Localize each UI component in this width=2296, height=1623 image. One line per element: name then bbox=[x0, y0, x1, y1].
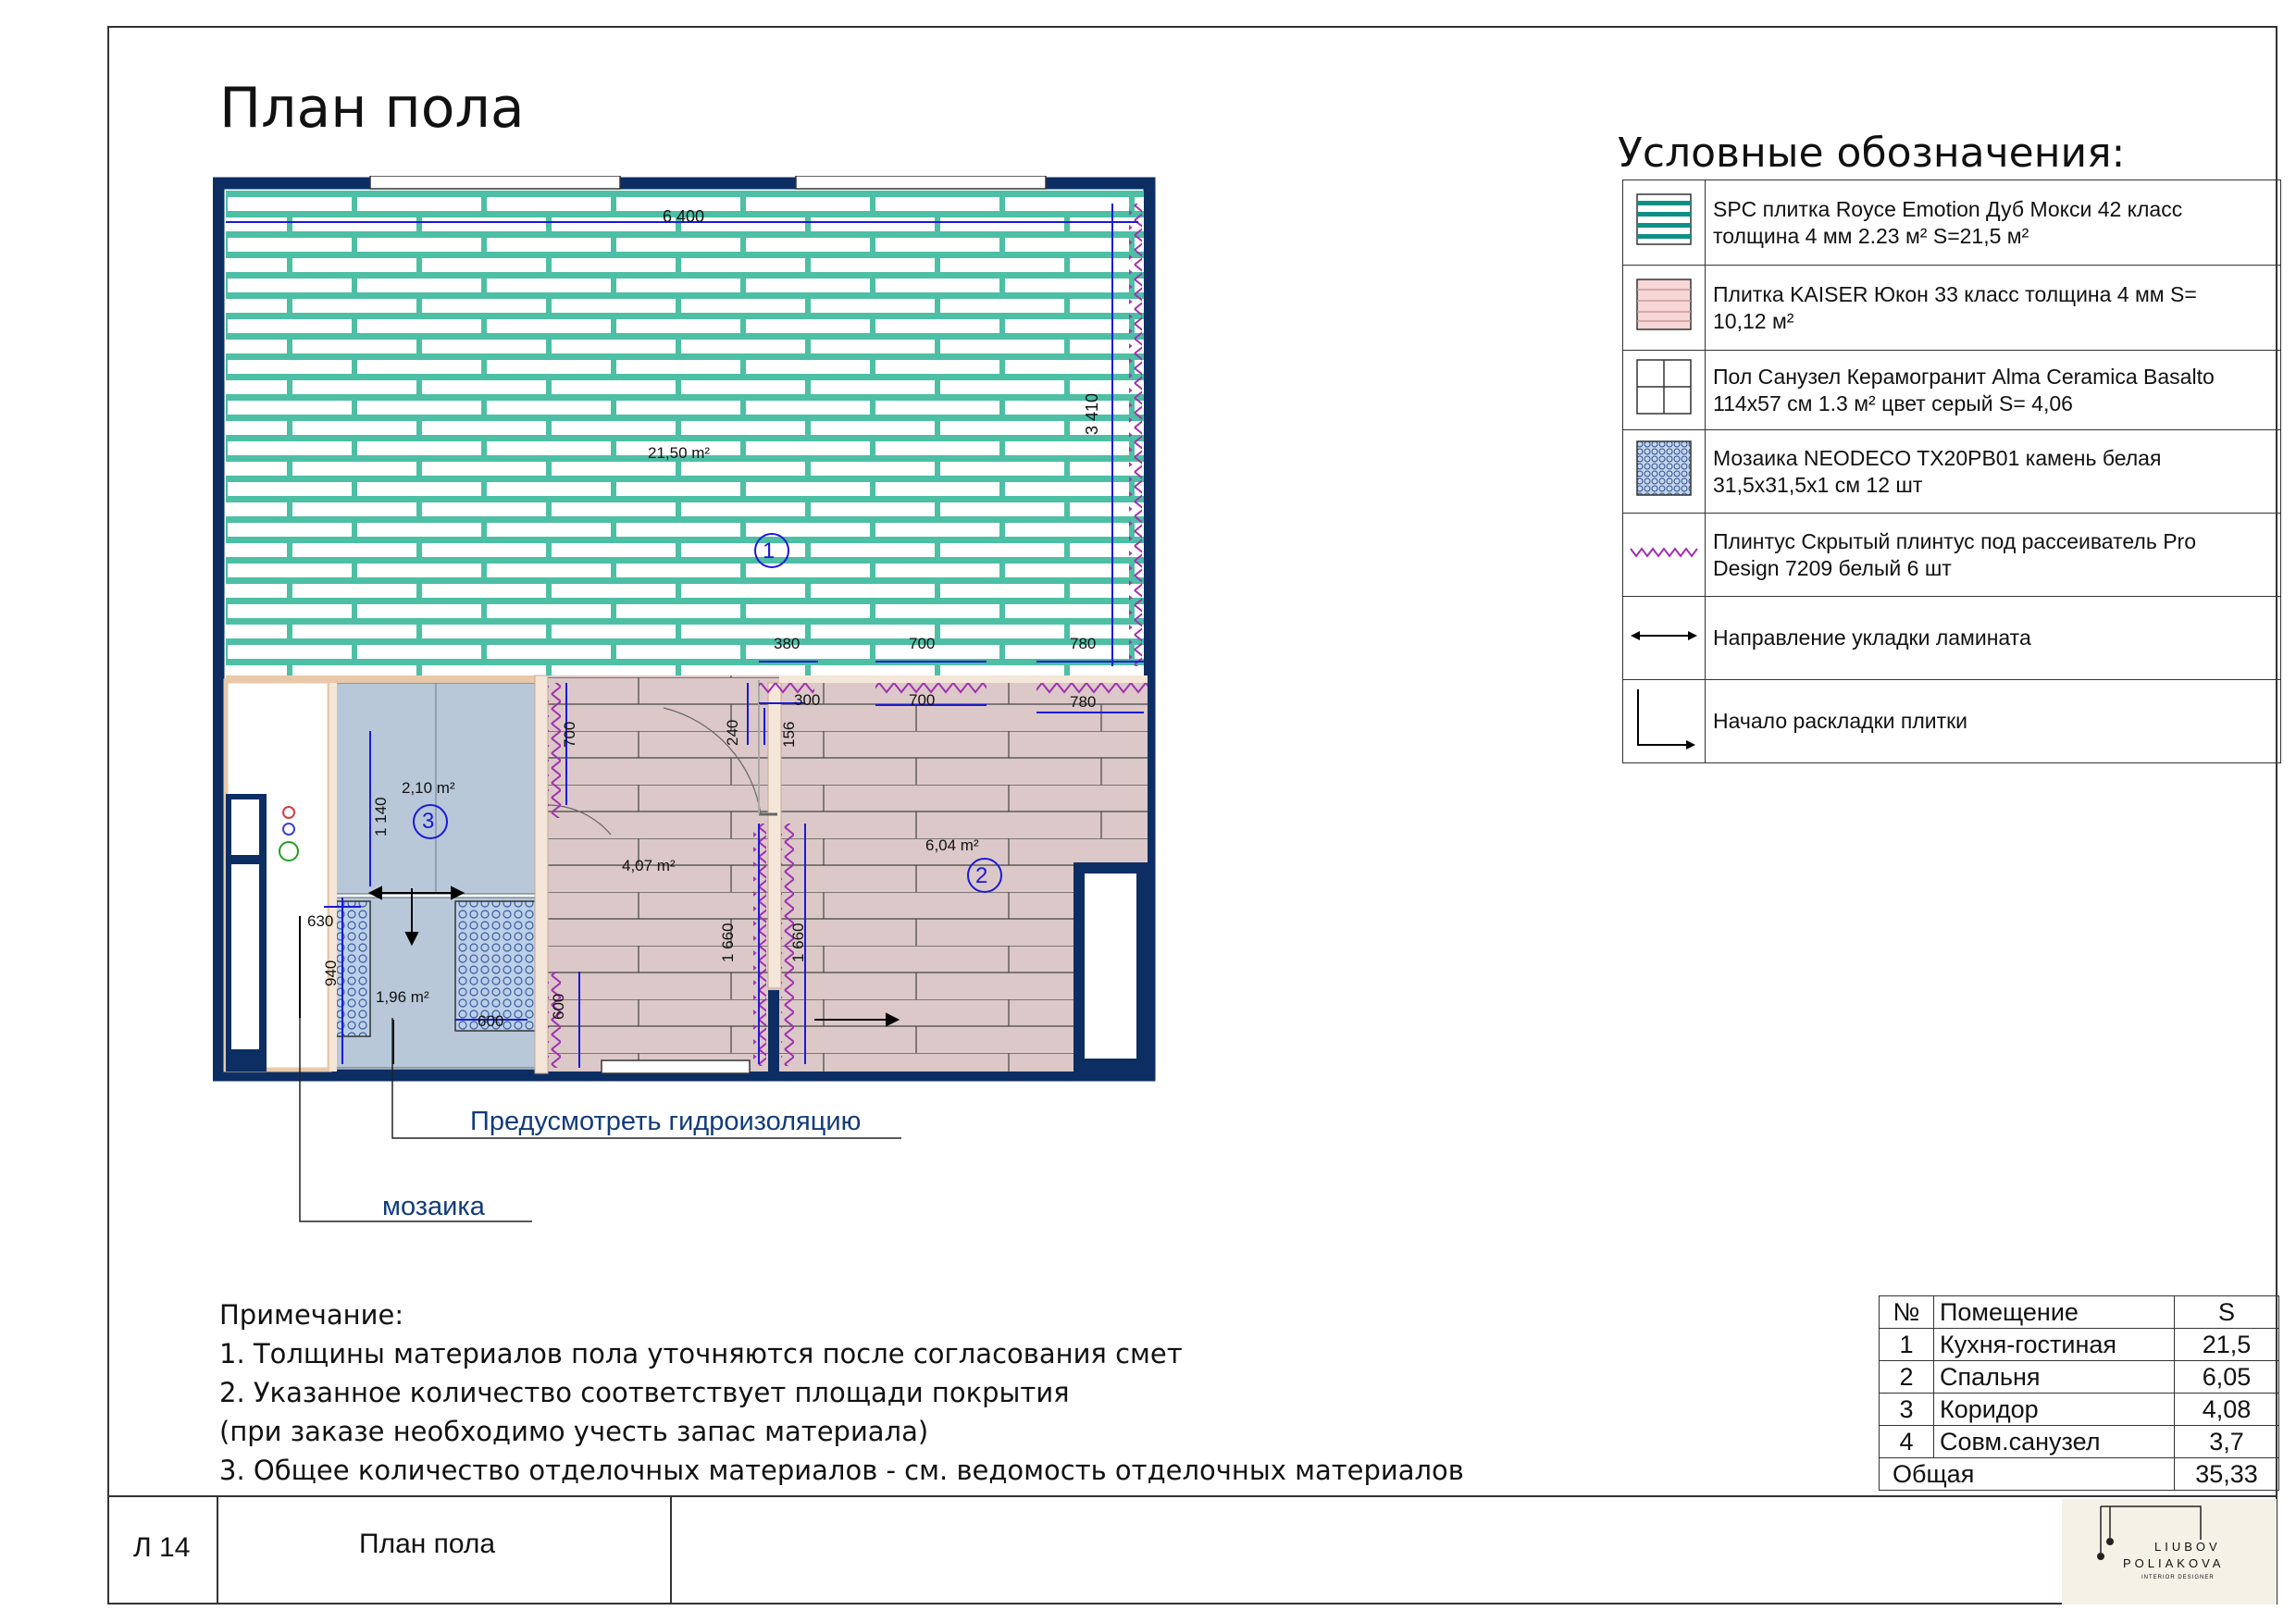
table-row bbox=[1880, 1394, 2279, 1426]
dim-1660-left: 1 660 bbox=[719, 923, 737, 962]
table-cell: 4 bbox=[1880, 1426, 1934, 1458]
table-row bbox=[1880, 1329, 2279, 1361]
dim-940: 940 bbox=[322, 960, 340, 986]
notes-line: 3. Общее количество отделочных материалов - см. ведомость отделочных материалов bbox=[219, 1455, 1464, 1486]
legend-text: Плитка KAISER Юкон 33 класс толщина 4 мм S= bbox=[1713, 281, 2197, 306]
legend-text: SPC плитка Royce Emotion Дуб Мокси 42 класс bbox=[1713, 196, 2183, 221]
header-cell: Помещение bbox=[1934, 1296, 2175, 1329]
direction-arrow-symbol bbox=[1629, 626, 1699, 645]
legend-table bbox=[1622, 180, 2281, 763]
dim-total-height: 3 410 bbox=[1083, 392, 1101, 435]
area-bedroom: 6,04 m² bbox=[925, 836, 979, 854]
rooms-table bbox=[1879, 1295, 2279, 1491]
sheet-name: План пола bbox=[359, 1529, 496, 1559]
baseboard-right bbox=[1129, 204, 1142, 666]
table-row bbox=[1880, 1426, 2279, 1458]
dim-240: 240 bbox=[724, 719, 741, 746]
table-cell: 21,5 bbox=[2175, 1329, 2279, 1361]
dim-1660-right: 1 660 bbox=[789, 923, 807, 962]
sheet-number: Л 14 bbox=[133, 1532, 191, 1563]
legend-text: Плинтус Скрытый плинтус под рассеиватель Pro bbox=[1713, 528, 2196, 553]
notes-line: 1. Толщины материалов пола уточняются после согласования смет bbox=[219, 1338, 1183, 1369]
table-cell: 2 bbox=[1880, 1361, 1934, 1394]
legend-text: Пол Санузел Керамогранит Alma Ceramica Basalto bbox=[1713, 364, 2215, 389]
dim-630: 630 bbox=[307, 912, 334, 930]
kaiser-tile-swatch bbox=[1636, 279, 1692, 330]
table-cell: 1 bbox=[1880, 1329, 1934, 1361]
legend-row bbox=[1623, 351, 2281, 430]
dim-total-width: 6 400 bbox=[663, 207, 705, 226]
legend-text: Design 7209 белый 6 шт bbox=[1713, 555, 1952, 580]
spc-tile-swatch bbox=[1636, 193, 1692, 245]
table-cell: Кухня-гостиная bbox=[1934, 1329, 2175, 1361]
legend-text: Направление укладки ламината bbox=[1713, 626, 2031, 650]
legend-row bbox=[1623, 680, 2281, 763]
total-label: Общая bbox=[1880, 1458, 2175, 1491]
dim-380: 380 bbox=[774, 635, 800, 652]
dim-156: 156 bbox=[780, 721, 798, 748]
area-corridor: 4,07 m² bbox=[622, 857, 676, 874]
room-number-1: 1 bbox=[763, 539, 776, 564]
legend-text: 10,12 м² bbox=[1713, 308, 1794, 333]
annotation-waterproofing: Предусмотреть гидроизоляцию bbox=[470, 1107, 862, 1136]
window-top-right bbox=[796, 176, 1046, 189]
legend-row bbox=[1623, 266, 2281, 351]
table-cell: 3,7 bbox=[2175, 1426, 2279, 1458]
porcelain-tile-swatch bbox=[1636, 359, 1692, 415]
designer-logo bbox=[2062, 1499, 2277, 1604]
logo-line1: LIUBOV bbox=[2154, 1540, 2221, 1554]
legend-text: 31,5х31,5х1 см 12 шт bbox=[1713, 472, 1923, 497]
table-cell: Спальня bbox=[1934, 1361, 2175, 1394]
start-corner-symbol bbox=[1629, 686, 1699, 750]
window-top-left bbox=[370, 176, 620, 189]
floor-plan bbox=[213, 176, 1185, 1101]
legend-text: Начало раскладки плитки bbox=[1713, 709, 1968, 733]
baseboard-swatch bbox=[1629, 543, 1699, 562]
table-cell: Совм.санузел bbox=[1934, 1426, 2175, 1458]
mosaic-right bbox=[455, 901, 542, 1031]
dim-700-vertical: 700 bbox=[561, 721, 578, 748]
legend-text: 114х57 см 1.3 м² цвет серый S= 4,06 bbox=[1713, 390, 2073, 415]
notes-block bbox=[219, 1295, 1464, 1490]
annotation-mosaic: мозаика bbox=[382, 1192, 485, 1221]
dim-780-top: 780 bbox=[1070, 635, 1097, 652]
dim-300: 300 bbox=[794, 691, 821, 709]
dim-600-bottom: 600 bbox=[478, 1012, 504, 1030]
dim-700-top: 700 bbox=[909, 635, 936, 652]
area-kitchen: 21,50 m² bbox=[648, 444, 711, 462]
area-bathroom-bottom: 1,96 m² bbox=[376, 988, 429, 1006]
table-cell: 3 bbox=[1880, 1394, 1934, 1426]
room-number-3: 3 bbox=[422, 809, 435, 834]
title-block bbox=[107, 1495, 2277, 1604]
logo-line2: POLIAKOVA bbox=[2123, 1556, 2225, 1570]
legend-title: Условные обозначения: bbox=[1618, 130, 2126, 177]
dim-780-bottom: 780 bbox=[1070, 693, 1097, 711]
area-bathroom-top: 2,10 m² bbox=[402, 779, 455, 797]
dim-1140: 1 140 bbox=[372, 797, 390, 836]
room-number-2: 2 bbox=[975, 863, 988, 888]
header-cell: № bbox=[1880, 1296, 1934, 1329]
legend-text: толщина 4 мм 2.23 м² S=21,5 м² bbox=[1713, 223, 2029, 248]
table-row bbox=[1880, 1361, 2279, 1394]
table-total-row bbox=[1880, 1458, 2279, 1491]
logo-line3: INTERIOR DESIGNER bbox=[2141, 1575, 2215, 1580]
table-cell: 4,08 bbox=[2175, 1394, 2279, 1426]
total-value: 35,33 bbox=[2175, 1458, 2279, 1491]
dim-700-bottom: 700 bbox=[909, 691, 936, 709]
mosaic-swatch bbox=[1636, 440, 1692, 496]
table-cell: Коридор bbox=[1934, 1394, 2175, 1426]
dim-600-left: 600 bbox=[550, 993, 567, 1020]
notes-line: 2. Указанное количество соответствует площади покрытия bbox=[219, 1377, 1070, 1408]
header-cell: S bbox=[2175, 1296, 2279, 1329]
legend-row bbox=[1623, 597, 2281, 680]
rooms-table-header bbox=[1880, 1296, 2279, 1329]
notes-line: (при заказе необходимо учесть запас материала) bbox=[219, 1416, 929, 1447]
legend-row bbox=[1623, 180, 2281, 266]
legend-text: Мозаика NEODECO TX20PB01 камень белая bbox=[1713, 445, 2162, 470]
legend-row bbox=[1623, 430, 2281, 514]
page-title: План пола bbox=[219, 76, 525, 141]
table-cell: 6,05 bbox=[2175, 1361, 2279, 1394]
legend-row bbox=[1623, 514, 2281, 597]
notes-heading: Примечание: bbox=[219, 1299, 404, 1331]
